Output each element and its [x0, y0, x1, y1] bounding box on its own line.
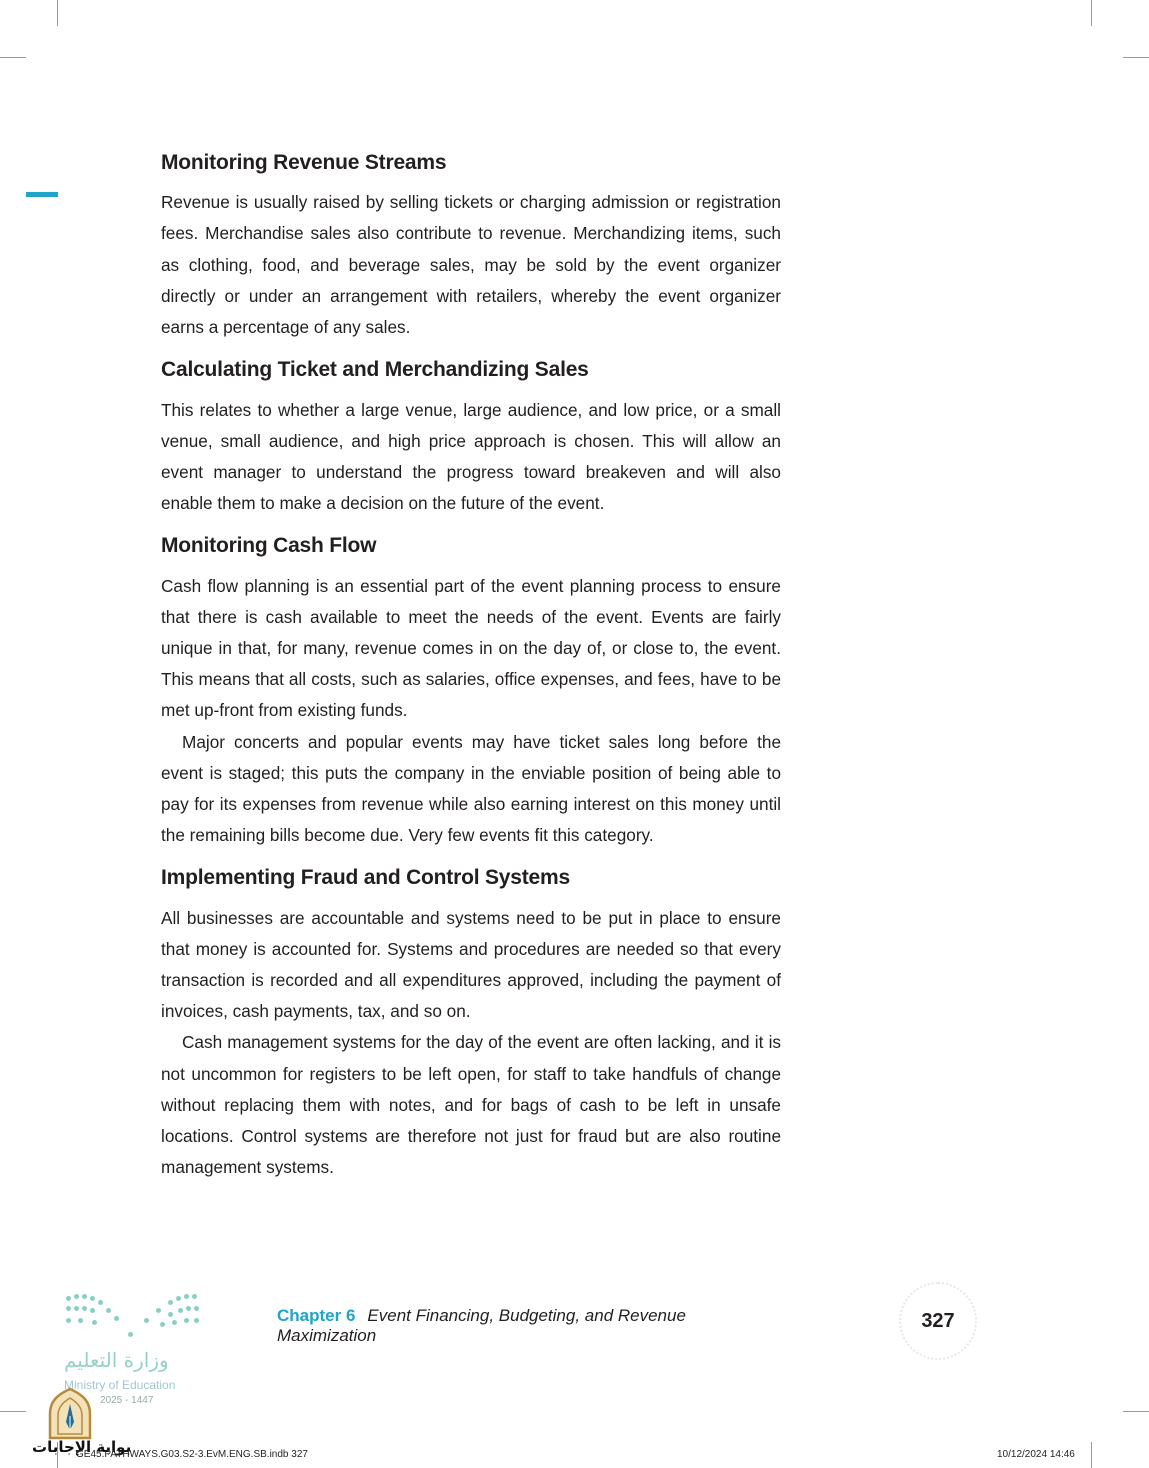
crop-mark [1123, 57, 1149, 58]
section-accent-bar [26, 192, 58, 197]
page-number-badge [899, 1282, 977, 1360]
moe-watermark-year: 2025 - 1447 [100, 1395, 154, 1406]
crop-mark [0, 57, 26, 58]
chapter-title: Event Financing, Budgeting, and Revenue Maximization [277, 1306, 686, 1345]
chapter-label: Chapter 6 [277, 1306, 356, 1325]
crop-mark [57, 0, 58, 26]
section-cash-flow [161, 533, 781, 851]
paragraph: Cash management systems for the day of the event are often lacking, and it is not uncommon for registers to be left open, for staff to take handfuls of change without replacing them with notes, and for bags of cash to be left in unsafe locations. Control systems are therefore not just for fraud but are also routine management systems. [161, 1032, 781, 1178]
crop-mark [1091, 1442, 1092, 1468]
section-heading: Calculating Ticket and Merchandizing Sales [161, 358, 589, 382]
page-number: 327 [921, 1309, 955, 1332]
paragraph: This relates to whether a large venue, large audience, and low price, or a small venue, small audience, and high price approach is chosen. This will allow an event manager to understand the progress toward breakeven and will also enable them to make a decision on the future of the event. [161, 399, 781, 514]
running-footer [277, 1306, 781, 1346]
page-body [161, 150, 781, 1197]
paragraph: Major concerts and popular events may have ticket sales long before the event is staged; this puts the company in the enviable position of being able to pay for its expenses from revenue while also earning interest on this money until the remaining bills become due. Very few events fit this category. [161, 731, 781, 846]
section-ticket-sales [161, 357, 781, 519]
moe-watermark-arabic: وزارة التعليم [64, 1348, 169, 1372]
crop-mark [1091, 0, 1092, 26]
print-slug-date: 10/12/2024 14:46 [997, 1449, 1075, 1460]
paragraph: Revenue is usually raised by selling tickets or charging admission or registration fees. Merchandise sales also contribute to revenue. Merchandizing items, such as clothing, food, and beverage sales, may be sold by the event organizer directly or under an arrangement with retailers, whereby the event organizer earns a percentage of any sales. [161, 192, 781, 338]
section-heading: Monitoring Revenue Streams [161, 151, 447, 174]
portal-lantern-icon [44, 1386, 96, 1440]
paragraph: Cash flow planning is an essential part of the event planning process to ensure that there is cash available to meet the needs of the event. Events are fairly unique in that, for many, revenue comes in on the day of, or close to, the event. This means that all costs, such as salaries, office expenses, and fees, have to be met up-front from existing funds. [161, 575, 781, 721]
crop-mark [0, 1411, 26, 1412]
section-heading: Implementing Fraud and Control Systems [161, 866, 570, 890]
moe-watermark-english: Ministry of Education [64, 1378, 176, 1392]
section-heading: Monitoring Cash Flow [161, 534, 377, 558]
portal-name: بوابة الإجابات [32, 1438, 132, 1456]
crop-mark [1123, 1411, 1149, 1412]
moe-logo-dots [64, 1292, 204, 1338]
section-fraud-control [161, 865, 781, 1183]
paragraph: All businesses are accountable and systems need to be put in place to ensure that money is accounted for. Systems and procedures are needed so that every transaction is recorded and all expenditures approved, including the payment of invoices, cash payments, tax, and so on. [161, 907, 781, 1022]
print-slug-file: GE45.PATHWAYS.G03.S2-3.EvM.ENG.SB.indb 327 [76, 1449, 308, 1460]
section-revenue-streams [161, 150, 781, 343]
